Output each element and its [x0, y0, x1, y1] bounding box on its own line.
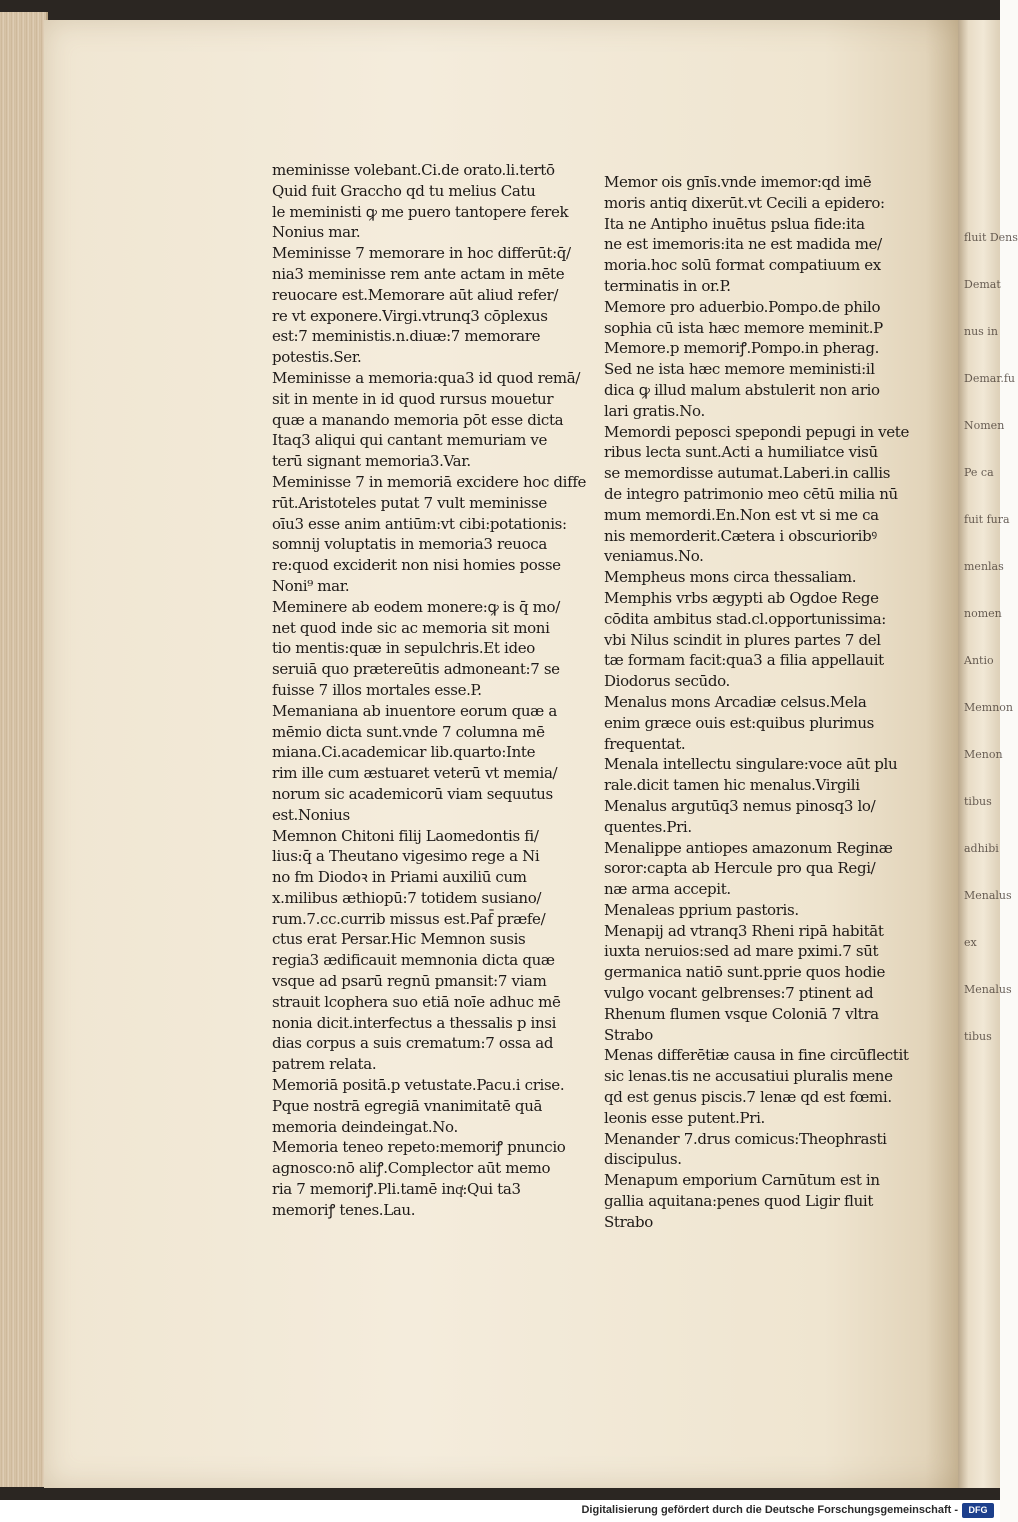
- gutter-line: Menalus: [964, 983, 1012, 996]
- text-line: ribus lecta sunt.Acti a humiliatce visū: [604, 443, 878, 462]
- text-line: qd est genus piscis.7 lenæ qd est fœmi.: [604, 1088, 892, 1107]
- text-line: reuocare est.Memorare aūt aliud refer/: [272, 285, 559, 304]
- digitization-footer: [0, 1500, 1000, 1522]
- footer-credit: Digitalisierung gefördert durch die Deutsche Forschungsgemeinschaft -: [581, 1504, 958, 1516]
- text-line: rim ille cum æstuaret veterū vt memia/: [272, 764, 558, 783]
- text-line: cōdita ambitus stad.cl.opportunissima:: [604, 609, 886, 628]
- right-text-column: [604, 172, 934, 1233]
- text-line: Sed ne ista hæc memore meministi:il: [604, 360, 875, 379]
- text-line: se memordisse autumat.Laberi.in callis: [604, 464, 891, 483]
- text-line: Meminisse 7 in memoriā excidere hoc diffe: [272, 472, 587, 491]
- text-line: enim græce ouis est:quibus plurimus: [604, 713, 875, 732]
- text-line: Memor ois gnīs.vnde imemor:qd imē: [604, 173, 872, 191]
- text-line: Quid fuit Graccho qd tu melius Catu: [272, 181, 536, 200]
- left-text-column: [272, 160, 592, 1221]
- text-line: Memore pro aduerbio.Pompo.de philo: [604, 297, 881, 316]
- gutter-line: Antio: [964, 654, 994, 667]
- text-line: tæ formam facit:qua3 a filia appellauit: [604, 651, 884, 670]
- gutter-line: tibus: [964, 795, 992, 808]
- text-line: potestis.Ser.: [272, 348, 362, 367]
- text-line: meminisse volebant.Ci.de orato.li.tertō: [272, 161, 555, 179]
- text-line: discipulus.: [604, 1150, 682, 1169]
- text-line: terminatis in or.P.: [604, 276, 731, 295]
- gutter-line: tibus: [964, 1030, 992, 1043]
- text-line: veniamus.No.: [604, 547, 704, 566]
- text-line: tio mentis:quæ in sepulchris.Et ideo: [272, 639, 535, 658]
- text-line: no fm Diodoꝛ in Priami auxiliū cum: [272, 868, 527, 887]
- text-line: dias corpus a suis crematum:7 ossa ad: [272, 1034, 554, 1053]
- gutter-line: ex: [964, 936, 977, 949]
- text-line: Menalus mons Arcadiæ celsus.Mela: [604, 692, 867, 711]
- text-line: le meministi ꝙ me puero tantopere ferek: [272, 202, 569, 221]
- text-line: germanica natiō sunt.pprie quos hodie: [604, 963, 886, 982]
- text-line: fuisse 7 illos mortales esse.P.: [272, 680, 482, 699]
- facing-page-text: [964, 230, 1018, 1130]
- gutter-line: fluit Dens: [964, 231, 1018, 244]
- text-line: quæ a manando memoria pōt esse dicta: [272, 410, 564, 429]
- text-line: est:7 meministis.n.diuæ:7 memorare: [272, 327, 541, 346]
- text-line: Noni⁹ mar.: [272, 576, 350, 595]
- text-line: Memoriā positā.p vetustate.Pacu.i crise.: [272, 1076, 565, 1095]
- text-line: sophia cū ista hæc memore meminit.P: [604, 318, 883, 337]
- text-line: Mempheus mons circa thessaliam.: [604, 568, 857, 587]
- text-line: rum.7.cc.currib missus est.Paf̄ præfe/: [272, 909, 546, 928]
- text-line: nia3 meminisse rem ante actam in mēte: [272, 264, 565, 283]
- text-line: nonia dicit.interfectus a thessalis p insi: [272, 1013, 557, 1032]
- text-line: Menalus argutūq3 nemus pinosq3 lo/: [604, 796, 876, 815]
- text-line: re:quod exciderit non nisi homies posse: [272, 556, 561, 575]
- dfg-logo-icon: DFG: [962, 1503, 994, 1518]
- text-line: agnosco:nō aliꝭ.Complector aūt memo: [272, 1159, 551, 1178]
- text-line: rūt.Aristoteles putat 7 vult meminisse: [272, 493, 547, 512]
- text-line: seruiā quo prætereūtis admoneant:7 se: [272, 660, 560, 679]
- gutter-line: Memnon: [964, 701, 1013, 714]
- text-line: lari gratis.No.: [604, 401, 705, 420]
- text-line: moris antiq dixerūt.vt Cecili a epidero:: [604, 193, 885, 212]
- gutter-line: Demar.fu: [964, 372, 1016, 385]
- gutter-line: Menon: [964, 748, 1003, 761]
- text-line: Diodorus secūdo.: [604, 672, 730, 691]
- text-line: net quod inde sic ac memoria sit moni: [272, 618, 550, 637]
- text-line: somnij voluptatis in memoria3 reuoca: [272, 535, 547, 554]
- text-line: frequentat.: [604, 734, 686, 753]
- text-line: rale.dicit tamen hic menalus.Virgili: [604, 776, 860, 795]
- text-line: Memordi peposci spepondi pepugi in vete: [604, 422, 909, 441]
- text-line: Memoria teneo repeto:memoriꝭ pnuncio: [272, 1138, 566, 1157]
- text-line: miana.Ci.academicar lib.quarto:Inte: [272, 743, 536, 762]
- text-line: de integro patrimonio meo cētū milia nū: [604, 484, 898, 503]
- text-line: leonis esse putent.Pri.: [604, 1108, 765, 1127]
- gutter-line: nomen: [964, 607, 1002, 620]
- text-line: Menas differētiæ causa in fine circūflectit: [604, 1046, 909, 1065]
- text-line: Memaniana ab inuentore eorum quæ a: [272, 701, 557, 720]
- text-line: soror:capta ab Hercule pro qua Regi/: [604, 859, 876, 878]
- gutter-line: Demat: [964, 278, 1001, 291]
- text-line: Rhenum flumen vsque Coloniā 7 vltra: [604, 1004, 879, 1023]
- text-line: Memphis vrbs ægypti ab Ogdoe Rege: [604, 588, 879, 607]
- text-line: ctus erat Persar.Hic Memnon susis: [272, 930, 526, 949]
- text-line: patrem relata.: [272, 1055, 377, 1074]
- text-line: Menala intellectu singulare:voce aūt plu: [604, 755, 898, 774]
- text-line: Itaq3 aliqui qui cantant memuriam ve: [272, 431, 548, 450]
- gutter-line: Menalus: [964, 889, 1012, 902]
- text-line: quentes.Pri.: [604, 817, 692, 836]
- text-line: moria.hoc solū format compatiuum ex: [604, 256, 881, 275]
- text-line: Menalippe antiopes amazonum Reginæ: [604, 838, 893, 857]
- gutter-line: menlas: [964, 560, 1004, 573]
- text-line: Meminisse 7 memorare in hoc differūt:q̄/: [272, 244, 571, 263]
- text-line: Strabo: [604, 1212, 653, 1231]
- text-line: regia3 ædificauit memnonia dicta quæ: [272, 951, 555, 970]
- text-line: mēmio dicta sunt.vnde 7 columna mē: [272, 722, 545, 741]
- text-line: ne est imemoris:ita ne est madida me/: [604, 235, 882, 254]
- text-line: norum sic academicorū viam sequutus: [272, 784, 553, 803]
- text-line: terū signant memoria3.Var.: [272, 452, 471, 471]
- text-line: næ arma accepit.: [604, 880, 731, 899]
- text-line: iuxta neruios:sed ad mare pximi.7 sūt: [604, 942, 879, 961]
- text-line: lius:q̄ a Theutano vigesimo rege a Ni: [272, 847, 540, 866]
- text-line: oīu3 esse anim antiūm:vt cibi:potationis:: [272, 514, 567, 533]
- text-line: memoriꝭ tenes.Lau.: [272, 1200, 416, 1219]
- gutter-line: adhibi: [964, 842, 999, 855]
- text-line: Menapum emporium Carnūtum est in: [604, 1171, 880, 1190]
- text-line: gallia aquitana:penes quod Ligir fluit: [604, 1192, 874, 1211]
- text-line: strauit lcophera suo etiā noīe adhuc mē: [272, 992, 561, 1011]
- text-line: vulgo vocant gelbrenses:7 ptinent ad: [604, 984, 874, 1003]
- gutter-line: nus in: [964, 325, 998, 338]
- text-line: est.Nonius: [272, 805, 350, 824]
- gutter-line: fuit fura: [964, 513, 1010, 526]
- text-line: Meminere ab eodem monere:ꝙ is q̄ mo/: [272, 597, 560, 616]
- gutter-line: Pe ca: [964, 466, 994, 479]
- text-line: Ita ne Antipho inuētus pslua fide:ita: [604, 214, 865, 233]
- text-line: sic lenas.tis ne accusatiui pluralis mene: [604, 1067, 893, 1086]
- text-line: nis memorderit.Cætera i obscurioribꝰ: [604, 526, 877, 545]
- text-line: dica ꝙ illud malum abstulerit non ario: [604, 380, 880, 399]
- text-line: vsque ad psarū regnū pmansit:7 viam: [272, 972, 547, 991]
- text-line: Nonius mar.: [272, 223, 361, 242]
- gutter-line: Nomen: [964, 419, 1005, 432]
- text-line: Memnon Chitoni filij Laomedontis fi/: [272, 826, 539, 845]
- text-line: Menander 7.drus comicus:Theophrasti: [604, 1129, 887, 1148]
- text-line: Menapij ad vtranq3 Rheni ripā habitāt: [604, 921, 884, 940]
- text-line: memoria deindeingat.No.: [272, 1117, 458, 1136]
- text-line: vbi Nilus scindit in plures partes 7 del: [604, 630, 881, 649]
- text-line: Pque nostrā egregiā vnanimitatē quā: [272, 1096, 543, 1115]
- text-line: x.milibus æthiopū:7 totidem susiano/: [272, 888, 542, 907]
- text-line: Memore.p memoriꝭ.Pompo.in pherag.: [604, 339, 880, 358]
- text-line: Meminisse a memoria:qua3 id quod remā/: [272, 368, 581, 387]
- text-line: mum memordi.En.Non est vt si me ca: [604, 505, 879, 524]
- page-fore-edge: [0, 12, 48, 1487]
- text-line: sit in mente in id quod rursus mouetur: [272, 389, 554, 408]
- text-line: Menaleas pprium pastoris.: [604, 900, 799, 919]
- text-line: ria 7 memoriꝭ.Pli.tamē inqͭ:Qui ta3: [272, 1180, 521, 1199]
- text-line: re vt exponere.Virgi.vtrunq3 cōplexus: [272, 306, 548, 325]
- text-line: Strabo: [604, 1025, 653, 1044]
